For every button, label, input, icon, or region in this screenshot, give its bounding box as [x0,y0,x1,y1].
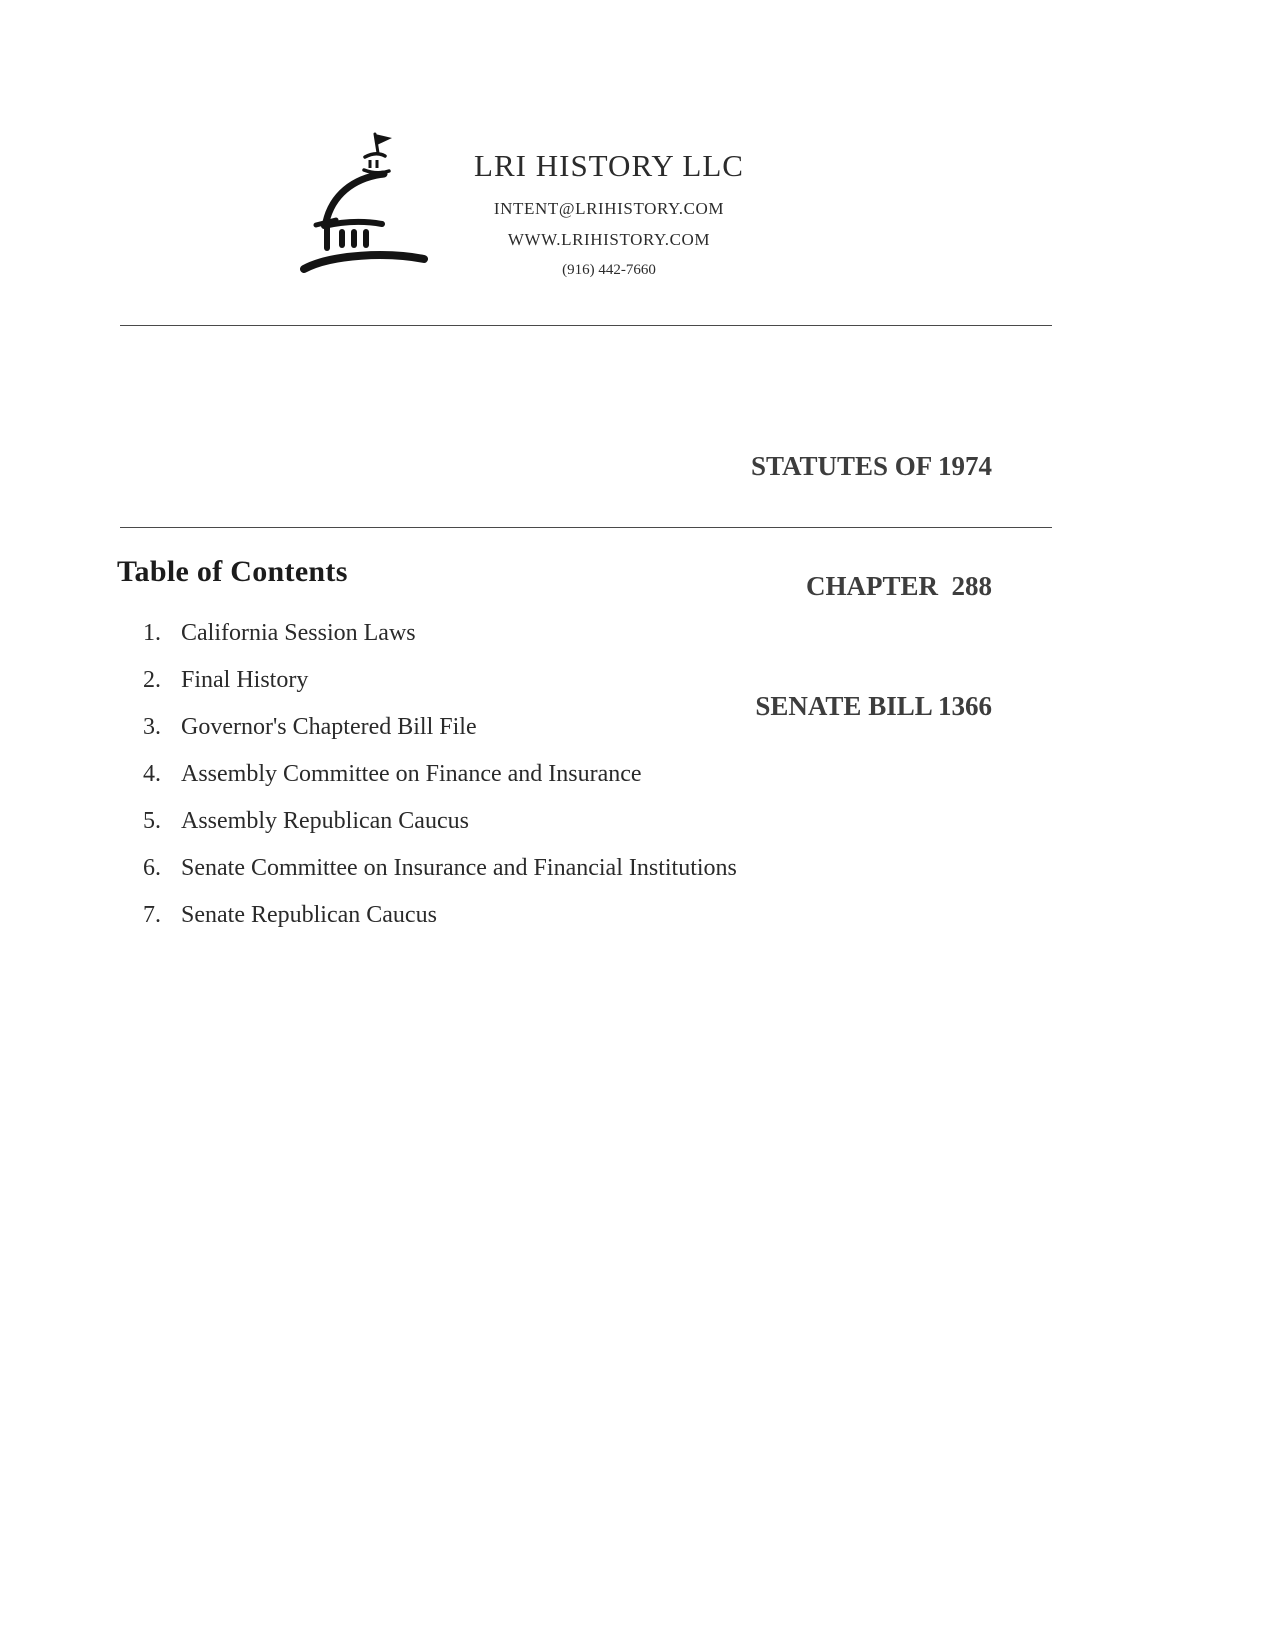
toc-item-number: 2. [143,667,161,693]
toc-item-number: 3. [143,714,161,740]
divider-bottom [120,527,1052,528]
toc-list [143,620,737,949]
company-email: INTENT@LRIHISTORY.COM [493,199,725,218]
chapter-line: CHAPTER 288 [805,571,992,601]
statute-title-block [751,366,992,806]
toc-heading: Table of Contents [117,555,348,588]
letterhead [296,126,744,288]
company-phone: (916) 442-7660 [562,262,656,278]
toc-item-label: Governor's Chaptered Bill File [181,714,477,740]
organization-block [474,126,744,279]
toc-item-number: 6. [143,855,161,881]
statutes-line: STATUTES OF 1974 [750,451,992,481]
toc-item [143,667,737,694]
toc-item-label: Assembly Republican Caucus [181,808,469,834]
toc-item [143,855,737,882]
toc-item-label: Senate Republican Caucus [181,902,437,928]
senate-bill-line: SENATE BILL 1366 [755,691,992,721]
company-website: WWW.LRIHISTORY.COM [507,230,711,249]
toc-item-label: Final History [181,667,309,693]
toc-item-number: 7. [143,902,161,928]
toc-item-number: 5. [143,808,161,834]
toc-item [143,761,737,788]
toc-item-number: 4. [143,761,161,787]
capitol-dome-icon [296,126,448,288]
toc-item-number: 1. [143,620,161,646]
toc-item-label: Assembly Committee on Finance and Insurance [181,761,642,787]
toc-item [143,902,737,929]
toc-item [143,620,737,647]
toc-item-label: California Session Laws [181,620,416,646]
divider-top [120,325,1052,326]
toc-item [143,808,737,835]
company-name: LRI HISTORY LLC [474,148,744,183]
toc-item-label: Senate Committee on Insurance and Financial Institutions [181,855,737,881]
toc-item [143,714,737,741]
